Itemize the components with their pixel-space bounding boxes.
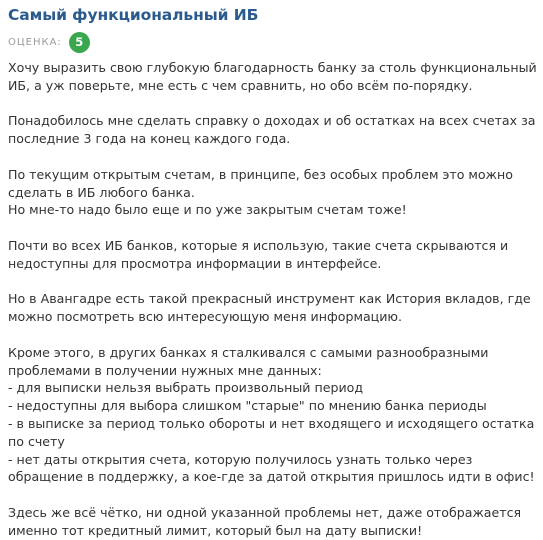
review-paragraph: Здесь же всё чётко, ни одной указанной проблемы нет, даже отображается именно тот кредитный лимит, который был на дату выписки! [8, 504, 522, 538]
review-paragraph: Хочу выразить свою глубокую благодарность банку за столь функциональный ИБ, а уж поверьте, мне есть с чем сравнить, но обо всём по-порядку. [8, 60, 537, 93]
review-paragraph: Но в Авангадре есть такой прекрасный инструмент как История вкладов, где можно посмотреть всю интересующую меня информацию. [8, 291, 531, 325]
rating-badge: 5 [69, 32, 90, 53]
review-body [8, 59, 541, 540]
rating-row [8, 31, 543, 53]
review-paragraph: Кроме этого, в других банках я сталкивался с самыми разнообразными проблемами в получении нужных мне данных: - для выписки нельзя выбрать произвольный период - недоступны для выбора слишком "старые" по мнению банка периоды - в выписке за период только обороты и нет входящего и исходящего остатка по счету - нет даты открытия счета, которую получилось узнать только через обращение в поддержку, а кое-где за датой открытия пришлось идти в офис! [8, 344, 535, 485]
review-title[interactable]: Самый функциональный ИБ [8, 6, 259, 24]
review-paragraph: Понадобилось мне сделать справку о доходах и об остатках на всех счетах за последние 3 года на конец каждого года. [8, 113, 536, 147]
review-paragraph: По текущим открытым счетам, в принципе, без особых проблем это можно сделать в ИБ любого банка. Но мне-то надо было еще и по уже закрытым счетам тоже! [8, 166, 513, 218]
review-paragraph: Почти во всех ИБ банков, которые я использую, такие счета скрываются и недоступны для просмотра информации в интерфейсе. [8, 237, 509, 271]
rating-label: ОЦЕНКА: [8, 36, 62, 48]
